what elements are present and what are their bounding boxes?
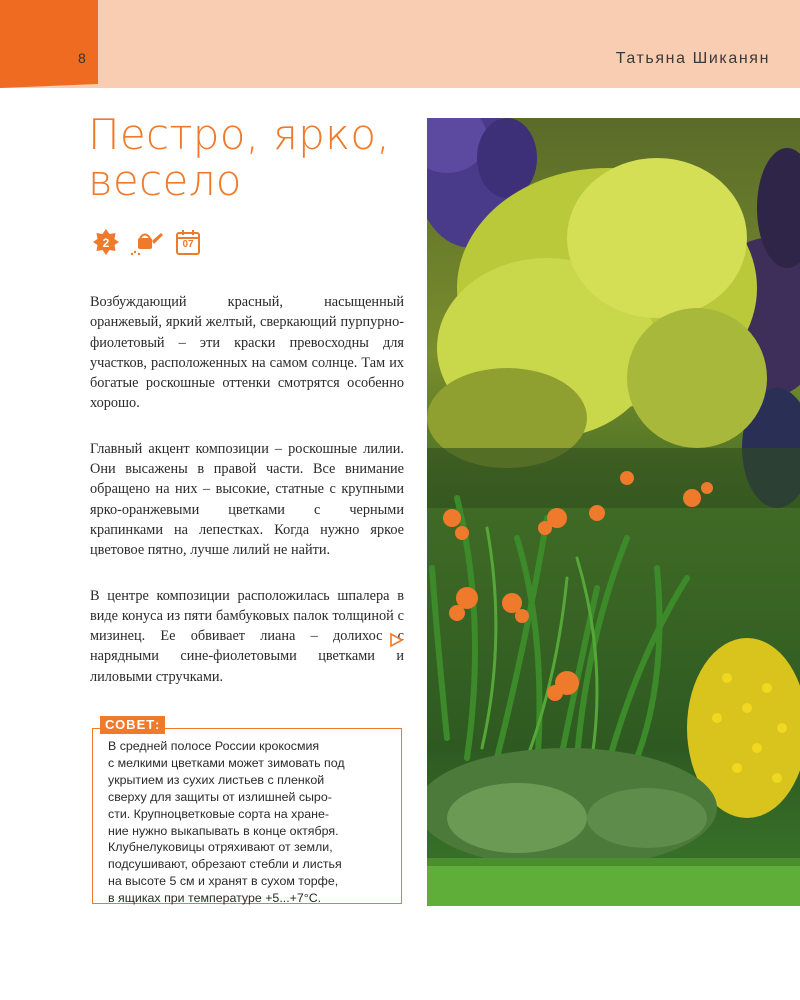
paragraph-2: Главный акцент композиции – роскошные лилии. Они высажены в правой части. Все внимание обращено на них – высокие, статные с крупными ярко-оранжевыми цветками с черными крапинками на лепестках. Когда нужно яркое цветовое пятно, лучше лилий не найти.: [90, 440, 404, 559]
author-name: Татьяна Шиканян: [615, 50, 770, 67]
page-title: [88, 112, 408, 204]
title-line-2: весело: [88, 156, 242, 205]
paragraph-3: В центре композиции расположилась шпалера в виде конуса из пяти бамбуковых палок толщиной с мизинец. Ее обвивает лиана – долихос с нарядными сине-фиолетовыми цветками и лиловыми стручками.: [90, 587, 404, 685]
paragraph-1: Возбуждающий красный, насыщенный оранжевый, яркий желтый, сверкающий пурпурно-фиолетовый – эти краски превосходны для участков, расположенных на самом солнце. Там их богатые роскошные оттенки смотрятся особенно хорошо.: [90, 294, 404, 412]
corner-tab: [0, 0, 98, 88]
difficulty-badge-icon: [92, 228, 120, 256]
continue-arrow-icon[interactable]: [389, 633, 403, 647]
article-body: [90, 292, 404, 712]
garden-photo: [427, 118, 800, 906]
tip-text: В средней полосе России крокосмия с мелкими цветками может зимовать под укрытием из сухих листьев с пленкой сверху для защиты от излишней сыро- сти. Крупноцветковые сорта на хране- ние нужно выкапывать в конце октября. Клубнелуковицы отряхивают от земли, подсушивают, обрезают стебли и листья на высоте 5 см и хранят в сухом торфе, в ящиках при температуре +5...+7°C.: [108, 739, 345, 906]
tip-label: СОВЕТ:: [100, 716, 165, 734]
difficulty-level: 2: [102, 236, 110, 250]
page-number: 8: [78, 50, 86, 66]
watering-can-icon: [130, 228, 164, 256]
info-icons: [92, 228, 202, 256]
header-band: [0, 0, 800, 88]
calendar-icon: [174, 228, 202, 256]
calendar-month: 07: [182, 239, 194, 250]
title-line-1: Пестро, ярко,: [88, 110, 391, 159]
